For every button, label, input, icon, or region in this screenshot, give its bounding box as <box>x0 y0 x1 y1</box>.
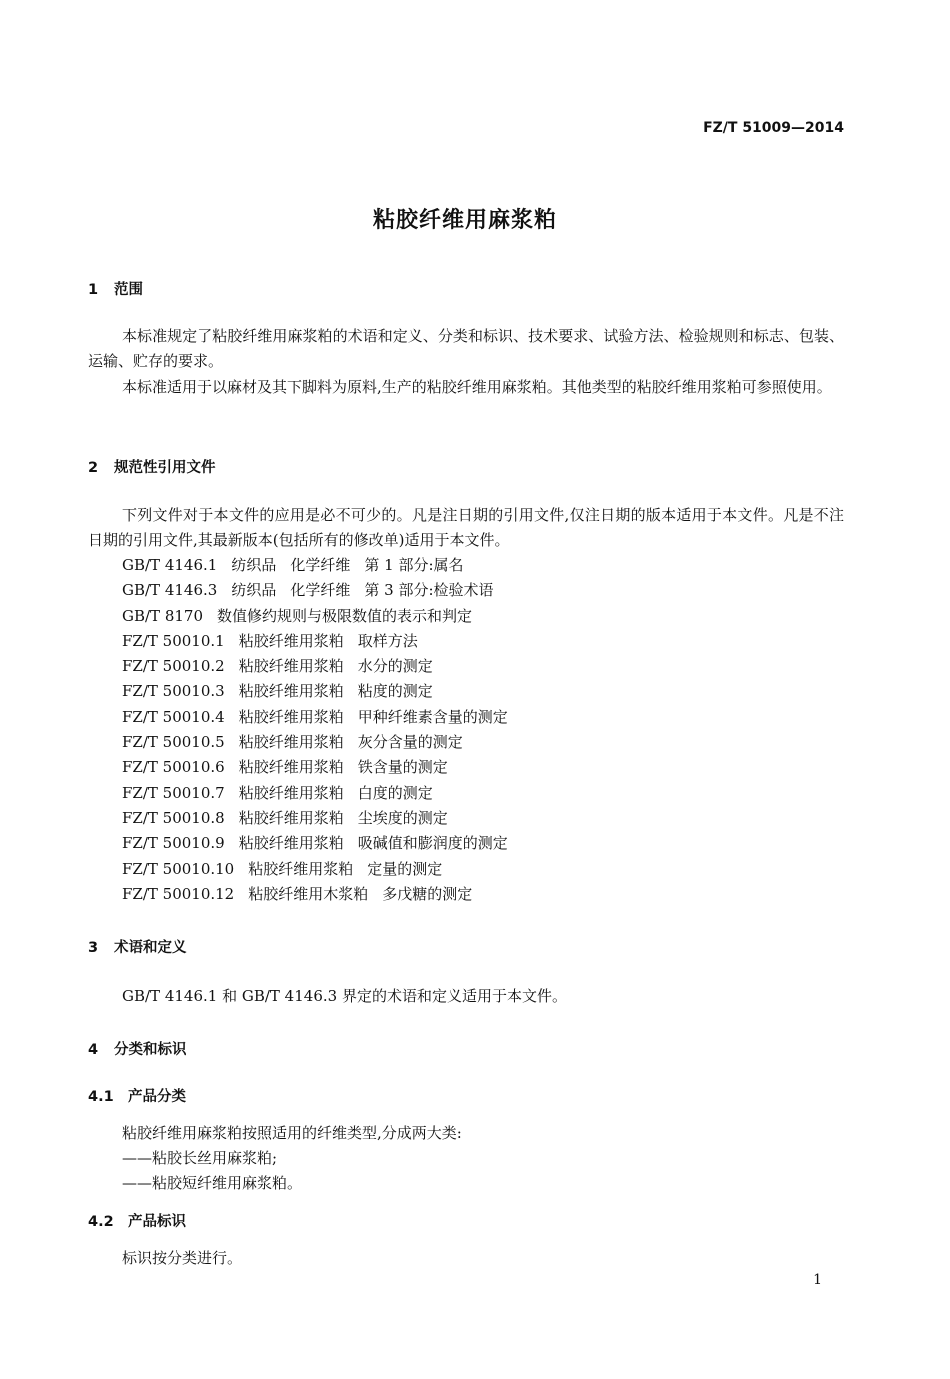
reference-title-part: 水分的测定 <box>357 657 433 676</box>
reference-title-part: 粘胶纤维用浆粕 <box>238 657 344 676</box>
reference-code: FZ/T 50010.5 <box>122 733 225 752</box>
section-title: 术语和定义 <box>114 940 187 956</box>
section-1-heading <box>88 278 143 299</box>
section-2-heading <box>88 456 216 477</box>
reference-title-part: 白度的测定 <box>357 783 433 802</box>
section-4-1-heading <box>88 1085 186 1106</box>
reference-title-part: 粘胶纤维用浆粕 <box>238 834 344 853</box>
section-title: 规范性引用文件 <box>114 460 216 476</box>
section-title: 范围 <box>114 282 143 298</box>
reference-list <box>122 553 508 907</box>
reference-code: FZ/T 50010.7 <box>122 783 225 802</box>
page-number: 1 <box>813 1272 822 1288</box>
reference-item <box>122 781 508 806</box>
section-4-heading <box>88 1038 187 1059</box>
reference-title-part: 第 1 部分:属名 <box>364 556 464 574</box>
reference-title-part: 甲种纤维素含量的测定 <box>357 707 508 726</box>
reference-title-part: 第 3 部分:检验术语 <box>364 581 494 600</box>
reference-title-part: 粘度的测定 <box>357 682 433 701</box>
reference-item <box>122 679 508 704</box>
section-title: 分类和标识 <box>114 1042 187 1058</box>
reference-title-part: 吸碱值和膨润度的测定 <box>357 834 508 853</box>
reference-code: FZ/T 50010.8 <box>122 808 225 827</box>
reference-code: FZ/T 50010.9 <box>122 834 225 853</box>
reference-code: FZ/T 50010.4 <box>122 707 225 726</box>
reference-item <box>122 730 508 755</box>
reference-item <box>122 629 508 654</box>
reference-title-part: 粘胶纤维用浆粕 <box>238 631 344 650</box>
reference-title-part: 粘胶纤维用浆粕 <box>238 758 344 777</box>
reference-item <box>122 806 508 831</box>
section-number: 2 <box>88 460 99 476</box>
reference-item <box>122 604 508 629</box>
reference-code: FZ/T 50010.2 <box>122 657 225 676</box>
reference-item <box>122 755 508 780</box>
reference-item <box>122 654 508 679</box>
reference-item <box>122 705 508 730</box>
reference-title-part: 化学纤维 <box>290 581 351 600</box>
reference-title-part: 粘胶纤维用浆粕 <box>238 733 344 752</box>
reference-item <box>122 578 508 603</box>
section-title: 产品标识 <box>128 1214 186 1230</box>
reference-title-part: 纺织品 <box>231 556 277 574</box>
section-number: 1 <box>88 282 99 298</box>
reference-code: FZ/T 50010.12 <box>122 884 235 903</box>
list-item: ——粘胶短纤维用麻浆粕。 <box>122 1174 303 1192</box>
section-3-text: GB/T 4146.1 和 GB/T 4146.3 界定的术语和定义适用于本文件。 <box>122 987 567 1005</box>
reference-code: GB/T 8170 <box>122 606 204 625</box>
list-item: ——粘胶长丝用麻浆粕; <box>122 1149 278 1167</box>
reference-title-part: 取样方法 <box>357 631 418 650</box>
section-title: 产品分类 <box>128 1089 186 1105</box>
reference-item <box>122 831 508 856</box>
reference-code: FZ/T 50010.6 <box>122 758 225 777</box>
reference-title-part: 化学纤维 <box>290 556 351 574</box>
section-number: 4.1 <box>88 1089 114 1105</box>
reference-item <box>122 857 508 882</box>
section-number: 4 <box>88 1042 99 1058</box>
section-1-paragraph-1: 本标准规定了粘胶纤维用麻浆粕的术语和定义、分类和标识、技术要求、试验方法、检验规则和标志、包装、运输、贮存的要求。 <box>88 327 844 370</box>
reference-title-part: 粘胶纤维用浆粕 <box>238 707 344 726</box>
section-3-heading <box>88 936 187 957</box>
reference-title-part: 粘胶纤维用浆粕 <box>238 783 344 802</box>
reference-item <box>122 882 508 907</box>
reference-code: FZ/T 50010.3 <box>122 682 225 701</box>
section-2-intro: 下列文件对于本文件的应用是必不可少的。凡是注日期的引用文件,仅注日期的版本适用于本文件。凡是不注日期的引用文件,其最新版本(包括所有的修改单)适用于本文件。 <box>88 506 844 549</box>
reference-title-part: 铁含量的测定 <box>357 758 448 777</box>
section-number: 4.2 <box>88 1214 114 1230</box>
reference-code: GB/T 4146.1 <box>122 556 218 574</box>
reference-title-part: 粘胶纤维用浆粕 <box>238 682 344 701</box>
section-4-1-intro: 粘胶纤维用麻浆粕按照适用的纤维类型,分成两大类: <box>122 1124 462 1142</box>
section-1-paragraph-2: 本标准适用于以麻材及其下脚料为原料,生产的粘胶纤维用麻浆粕。其他类型的粘胶纤维用浆粕可参照使用。 <box>122 378 832 396</box>
reference-code: GB/T 4146.3 <box>122 581 218 600</box>
reference-item <box>122 553 508 578</box>
document-title: 粘胶纤维用麻浆粕 <box>372 208 557 233</box>
reference-code: FZ/T 50010.1 <box>122 631 225 650</box>
section-4-2-text: 标识按分类进行。 <box>122 1249 243 1267</box>
reference-title-part: 尘埃度的测定 <box>357 808 448 827</box>
reference-title-part: 数值修约规则与极限数值的表示和判定 <box>217 606 473 625</box>
reference-title-part: 定量的测定 <box>367 859 443 878</box>
section-4-2-heading <box>88 1210 186 1231</box>
standard-code: FZ/T 51009—2014 <box>703 120 844 136</box>
reference-title-part: 多戊糖的测定 <box>382 884 473 903</box>
reference-code: FZ/T 50010.10 <box>122 859 235 878</box>
reference-title-part: 灰分含量的测定 <box>357 733 463 752</box>
reference-title-part: 粘胶纤维用木浆粕 <box>248 884 369 903</box>
reference-title-part: 纺织品 <box>231 581 277 600</box>
reference-title-part: 粘胶纤维用浆粕 <box>248 859 354 878</box>
reference-title-part: 粘胶纤维用浆粕 <box>238 808 344 827</box>
section-number: 3 <box>88 940 99 956</box>
